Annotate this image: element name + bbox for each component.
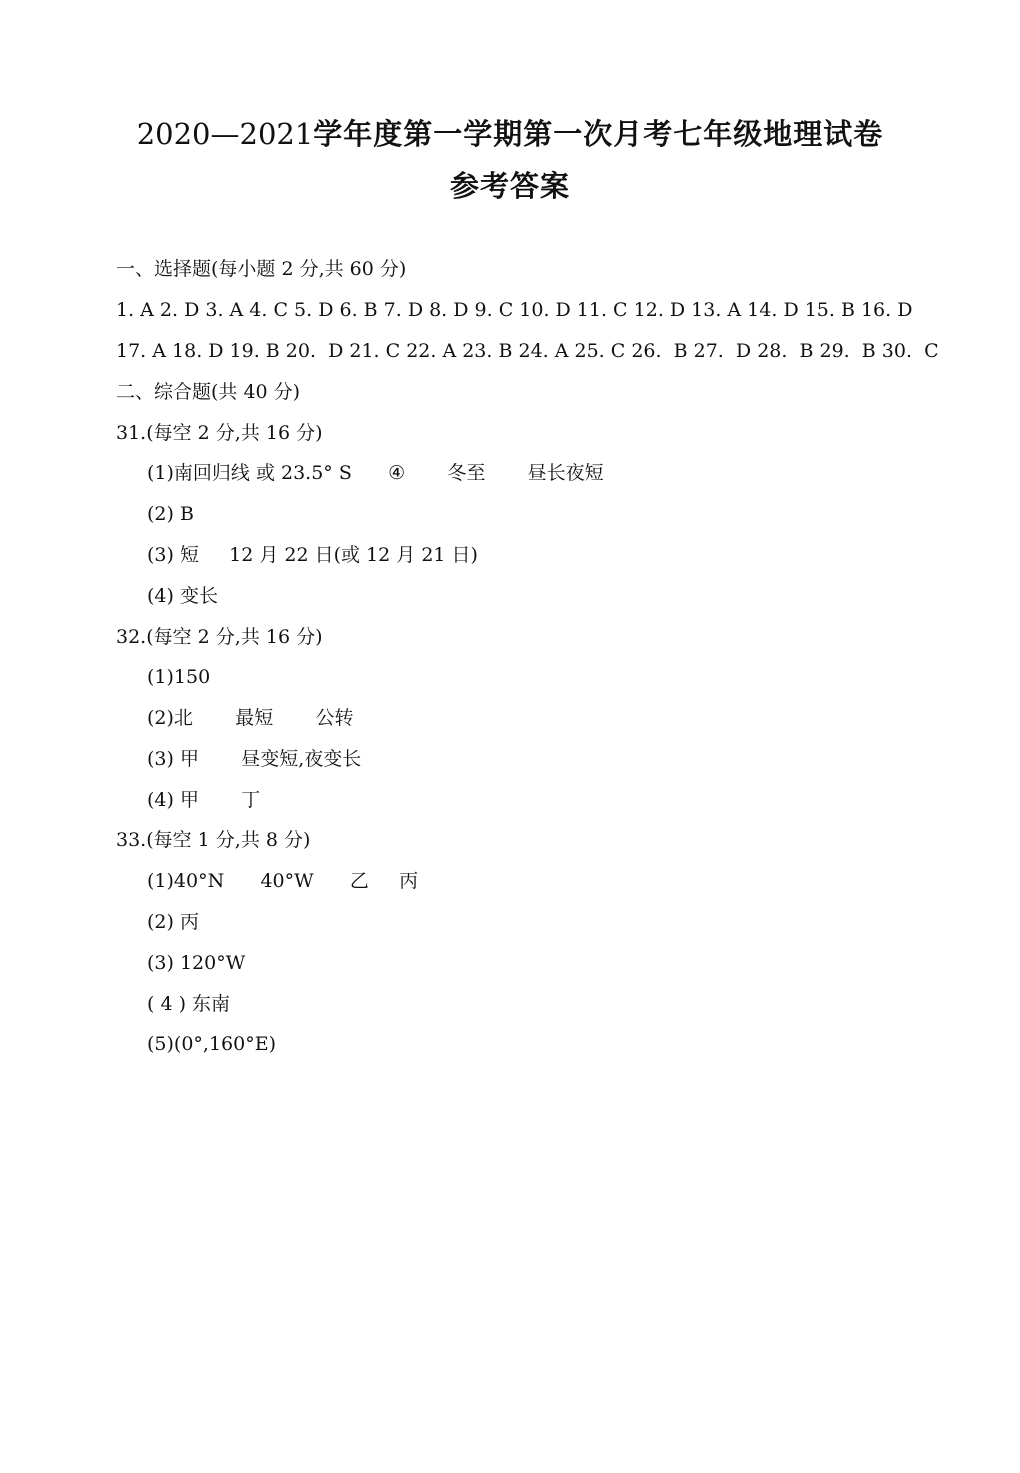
page-subtitle: 参考答案	[449, 169, 570, 203]
question-32-label: 32.(每空 2 分,共 16 分)	[116, 626, 323, 648]
question-31-answer-3: (3) 短 12 月 22 日(或 12 月 21 日)	[147, 544, 478, 566]
question-33-answer-4: ( 4 ) 东南	[147, 993, 231, 1015]
choice-answers-row-1: 1. A 2. D 3. A 4. C 5. D 6. B 7. D 8. D 9. C 10. D 11. C 12. D 13. A 14. D 15. B 16. D	[116, 299, 913, 321]
page-title	[0, 112, 1020, 153]
question-32-answer-2: (2)北 最短 公转	[147, 707, 354, 729]
choice-answers-row-2: 17. A 18. D 19. B 20. D 21. C 22. A 23. B 24. A 25. C 26. B 27. D 28. B 29. B 30. C	[116, 340, 939, 362]
question-33-answer-1: (1)40°N 40°W 乙 丙	[147, 870, 419, 892]
question-33-answer-3: (3) 120°W	[147, 952, 246, 974]
title-year-range: 2020—2021	[136, 117, 314, 151]
question-31-answer-2: (2) B	[147, 503, 194, 525]
question-32-answer-1: (1)150	[147, 666, 211, 688]
question-32-answer-3: (3) 甲 昼变短,夜变长	[147, 748, 362, 770]
section-1-heading: 一、选择题(每小题 2 分,共 60 分)	[116, 258, 407, 280]
question-33-answer-5: (5)(0°,160°E)	[147, 1033, 277, 1055]
title-text: 学年度第一学期第一次月考七年级地理试卷	[313, 117, 884, 151]
section-2-heading: 二、综合题(共 40 分)	[116, 381, 301, 403]
question-33-label: 33.(每空 1 分,共 8 分)	[116, 829, 311, 851]
question-32-answer-4: (4) 甲 丁	[147, 789, 261, 811]
question-31-answer-4: (4) 变长	[147, 585, 218, 607]
question-31-answer-1: (1)南回归线 或 23.5° S ④ 冬至 昼长夜短	[147, 462, 604, 484]
question-31-label: 31.(每空 2 分,共 16 分)	[116, 422, 323, 444]
question-33-answer-2: (2) 丙	[147, 911, 199, 933]
